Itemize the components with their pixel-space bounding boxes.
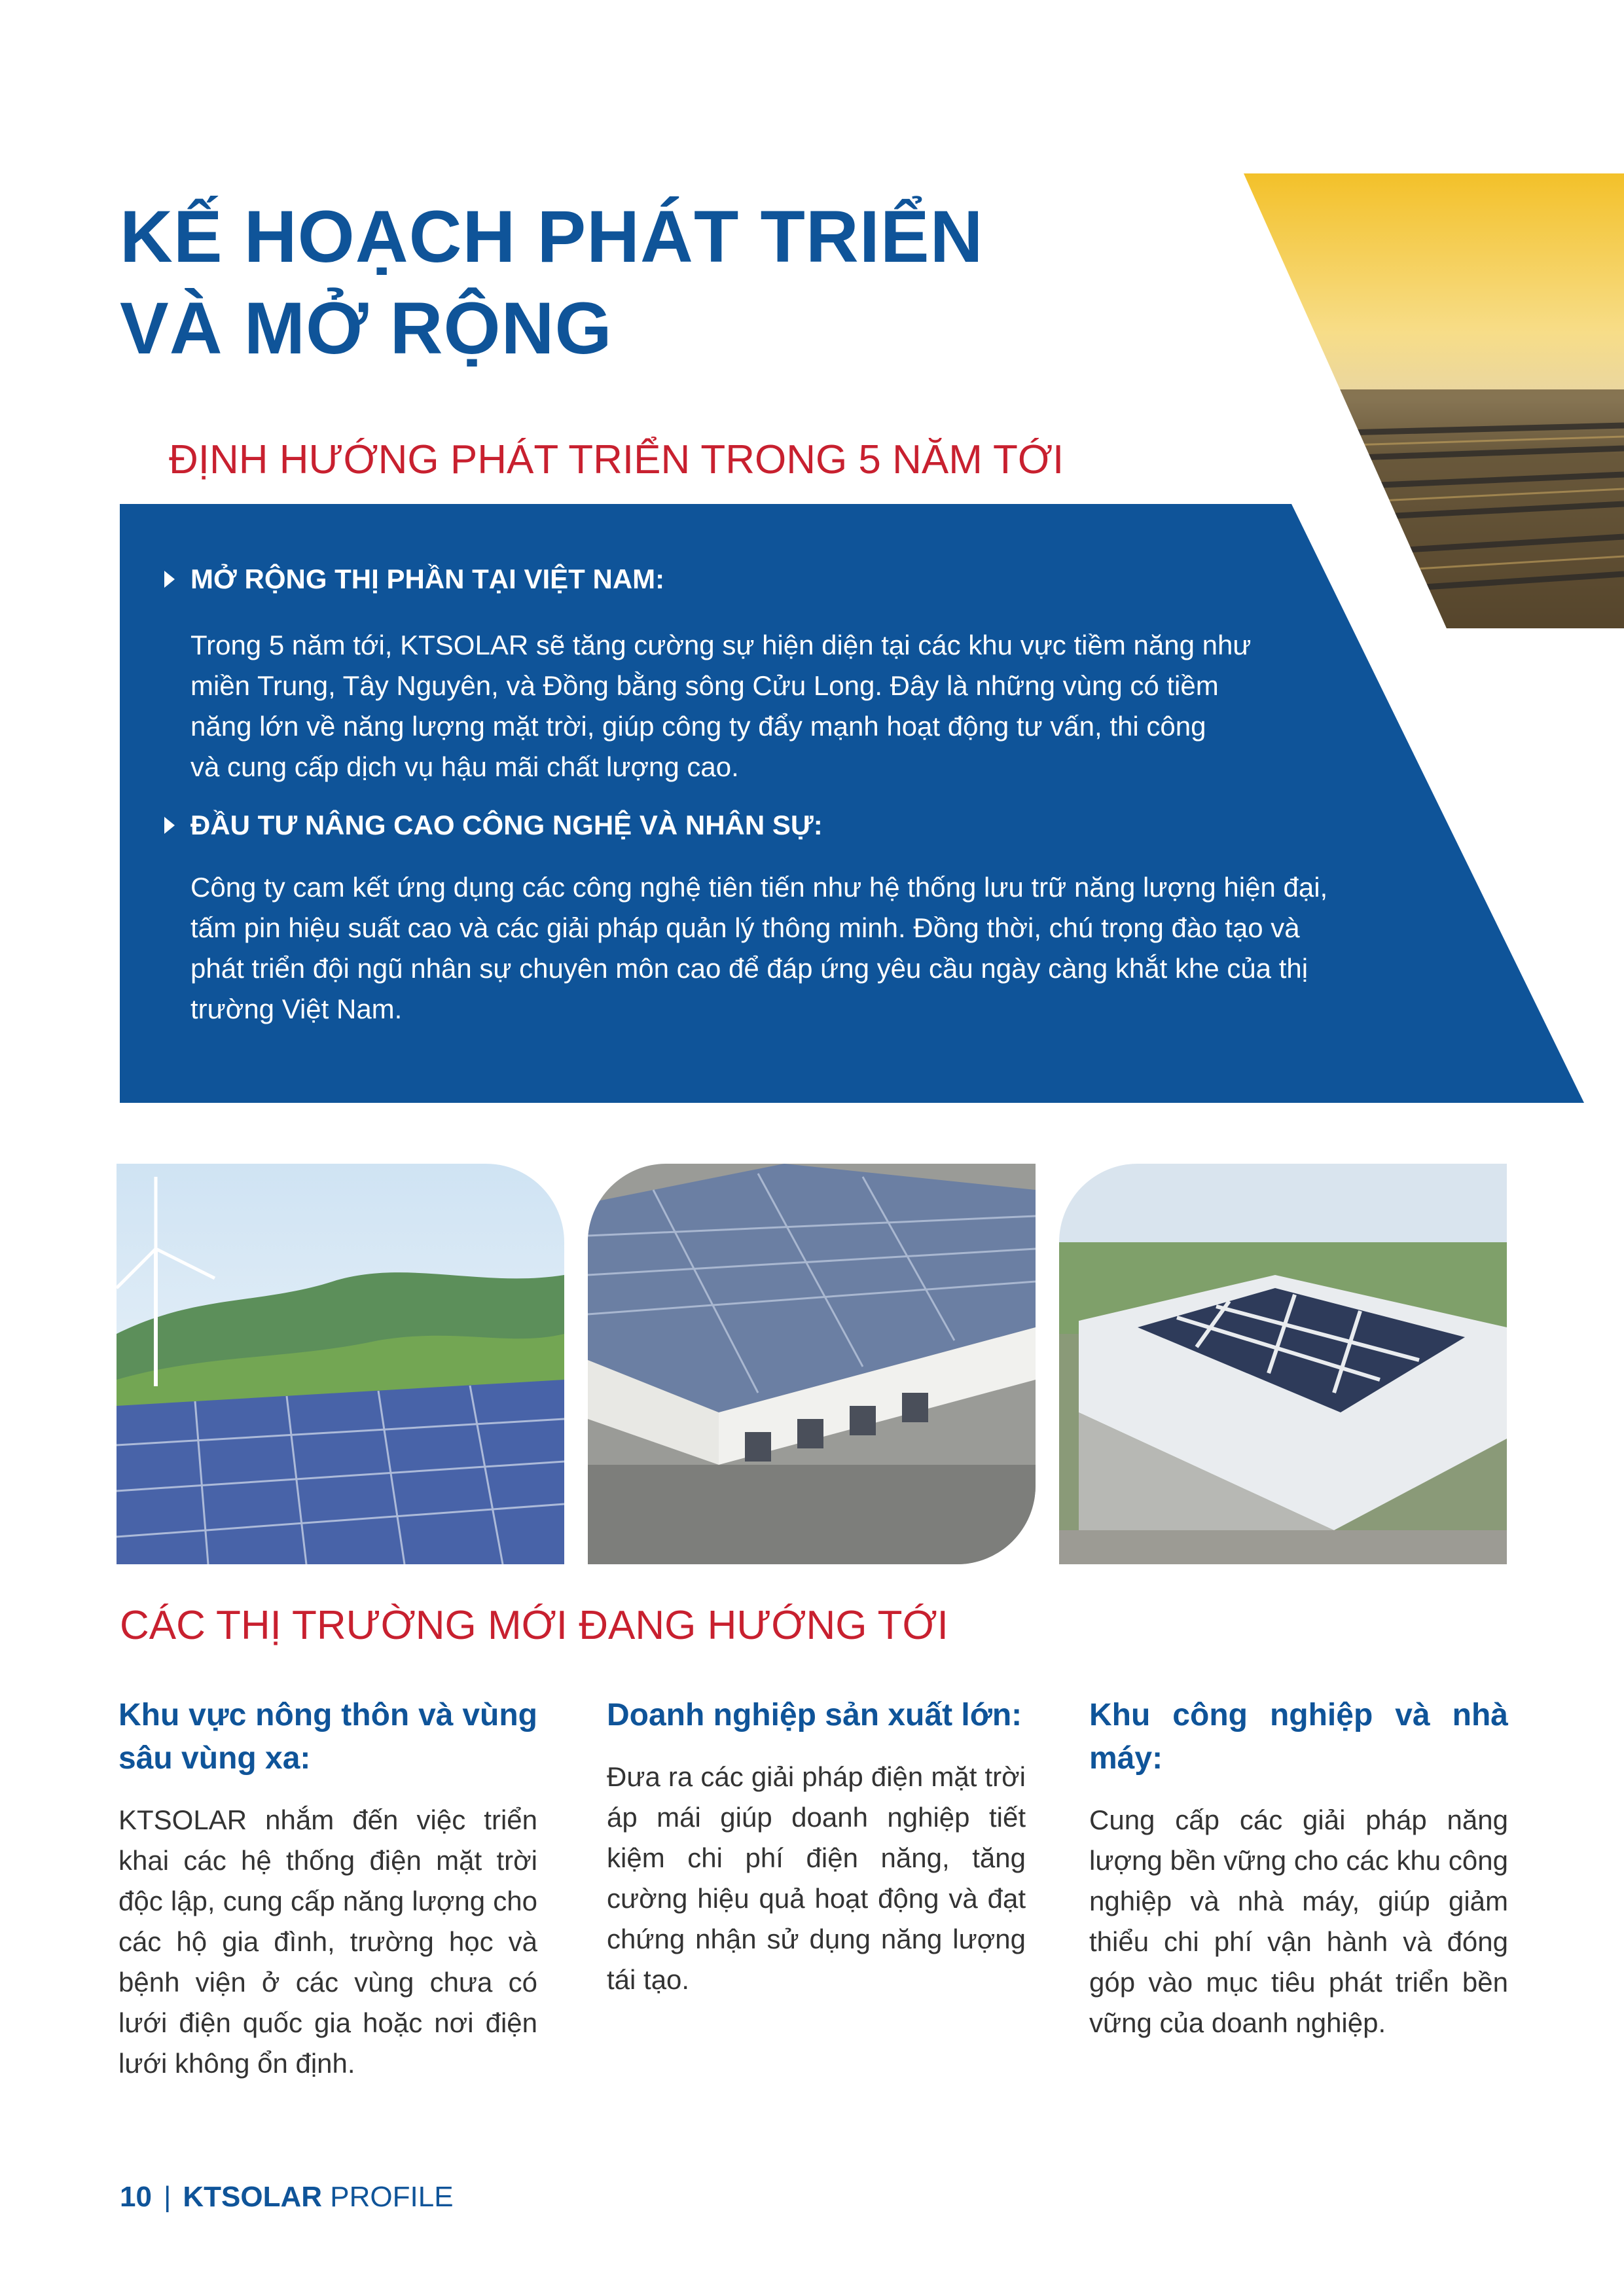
bullet-text-line: và cung cấp dịch vụ hậu mãi chất lượng cao. — [190, 751, 739, 782]
section-heading-new-markets: CÁC THỊ TRƯỜNG MỚI ĐANG HƯỚNG TỚI — [120, 1603, 948, 1648]
market-column-industrial — [1089, 1694, 1508, 2043]
page-title-line-1: KẾ HOẠCH PHÁT TRIỂN — [120, 196, 984, 278]
triangle-right-icon — [164, 817, 175, 834]
development-panel — [120, 504, 1584, 1103]
wind-turbine-solar-photo — [117, 1164, 564, 1564]
footer-brand: KTSOLAR — [183, 2181, 323, 2213]
bullet-text-line: Trong 5 năm tới, KTSOLAR sẽ tăng cường sự hiện diện tại các khu vực tiềm năng như — [190, 630, 1252, 660]
bullet-text-line: trường Việt Nam. — [190, 994, 403, 1024]
bullet-title-technology: ĐẦU TƯ NÂNG CAO CÔNG NGHỆ VÀ NHÂN SỰ: — [190, 810, 823, 840]
section-heading-development: ĐỊNH HƯỚNG PHÁT TRIỂN TRONG 5 NĂM TỚI — [169, 437, 1064, 482]
bullet-text-line: năng lớn về năng lượng mặt trời, giúp công ty đẩy mạnh hoạt động tư vấn, thi công — [190, 711, 1206, 742]
bullet-text-line: tấm pin hiệu suất cao và các giải pháp quản lý thông minh. Đồng thời, chú trọng đào tạo và — [190, 912, 1300, 943]
market-text: KTSOLAR nhắm đến việc triển khai các hệ thống điện mặt trời độc lập, cung cấp năng lượng cho các hộ gia đình, trường học và bệnh viện ở các vùng chưa có lưới điện quốc gia hoặc nơi điện lưới không ổn định. — [118, 1804, 537, 2079]
bullet-text-line: phát triển đội ngũ nhân sự chuyên môn cao để đáp ứng yêu cầu ngày càng khắt khe của thị — [190, 953, 1308, 984]
market-text: Đưa ra các giải pháp điện mặt trời áp mái giúp doanh nghiệp tiết kiệm chi phí điện năng, tăng cường hiệu quả hoạt động và đạt chứng nhận sử dụng năng lượng tái tạo. — [607, 1761, 1026, 1995]
bullet-text-line: Công ty cam kết ứng dụng các công nghệ tiên tiến như hệ thống lưu trữ năng lượng hiện đại, — [190, 872, 1328, 903]
bullet-text-line: miền Trung, Tây Nguyên, và Đồng bằng sông Cửu Long. Đây là những vùng có tiềm — [190, 670, 1219, 701]
market-text: Cung cấp các giải pháp năng lượng bền vững cho các khu công nghiệp và nhà máy, giúp giảm thiểu chi phí vận hành và đóng góp vào mục tiêu phát triển bền vững của doanh nghiệp. — [1089, 1804, 1508, 2038]
factory-rooftop-solar-photo — [588, 1164, 1036, 1564]
page-number: 10 — [120, 2181, 152, 2213]
page-footer — [120, 2181, 454, 2214]
triangle-right-icon — [164, 571, 175, 588]
market-column-rural — [118, 1694, 537, 2084]
footer-suffix: PROFILE — [322, 2181, 454, 2213]
industrial-solar-roof-photo — [1059, 1164, 1507, 1564]
page-title-line-2: VÀ MỞ RỘNG — [120, 287, 613, 369]
market-column-enterprise — [607, 1694, 1026, 2000]
page-title — [120, 191, 983, 374]
market-title: Khu vực nông thôn và vùng sâu vùng xa: — [118, 1698, 537, 1776]
market-title: Khu công nghiệp và nhà máy: — [1089, 1698, 1508, 1776]
footer-separator: | — [163, 2181, 171, 2213]
bullet-title-market: MỞ RỘNG THỊ PHẦN TẠI VIỆT NAM: — [190, 564, 665, 594]
market-title: Doanh nghiệp sản xuất lớn: — [607, 1698, 1022, 1732]
